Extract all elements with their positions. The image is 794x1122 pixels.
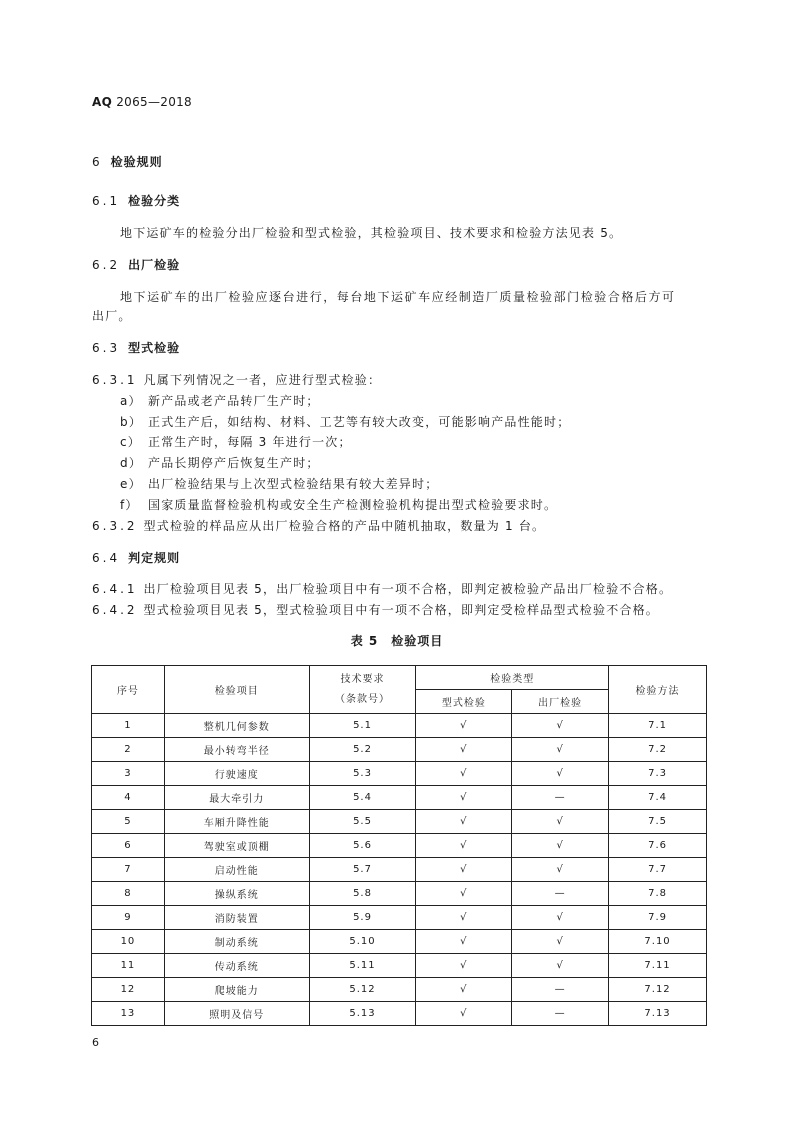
cell-item: 启动性能 (164, 858, 309, 882)
header-factory-test: 出厂检验 (512, 690, 609, 714)
table-row (92, 786, 707, 810)
cell-factory-test: √ (512, 930, 609, 954)
cell-seq: 11 (92, 954, 165, 978)
cell-seq: 3 (92, 762, 165, 786)
table-row (92, 906, 707, 930)
cell-item: 驾驶室或顶棚 (164, 834, 309, 858)
cell-item: 最小转弯半径 (164, 738, 309, 762)
cell-factory-test: — (512, 978, 609, 1002)
cell-factory-test: √ (512, 906, 609, 930)
inspection-items-table (91, 665, 707, 1026)
standard-prefix: AQ (92, 95, 113, 109)
cell-method: 7.9 (609, 906, 707, 930)
list-item: c） 正常生产时，每隔 3 年进行一次； (120, 435, 352, 449)
cell-seq: 13 (92, 1002, 165, 1026)
cell-requirement: 5.2 (309, 738, 416, 762)
cell-factory-test: — (512, 786, 609, 810)
cell-type-test: √ (416, 930, 512, 954)
section-6-2-text-line1: 地下运矿车的出厂检验应逐台进行，每台地下运矿车应经制造厂质量检验部门检验合格后方可 (120, 290, 676, 304)
table-row (92, 978, 707, 1002)
cell-requirement: 5.10 (309, 930, 416, 954)
cell-requirement: 5.1 (309, 714, 416, 738)
cell-factory-test: √ (512, 714, 609, 738)
table-row (92, 858, 707, 882)
standard-code (92, 95, 192, 109)
cell-item: 行驶速度 (164, 762, 309, 786)
table-row (92, 954, 707, 978)
table-row (92, 882, 707, 906)
table-row (92, 810, 707, 834)
cell-type-test: √ (416, 1002, 512, 1026)
cell-method: 7.3 (609, 762, 707, 786)
cell-item: 整机几何参数 (164, 714, 309, 738)
table-row (92, 738, 707, 762)
cell-seq: 5 (92, 810, 165, 834)
cell-type-test: √ (416, 810, 512, 834)
cell-item: 操纵系统 (164, 882, 309, 906)
cell-seq: 12 (92, 978, 165, 1002)
cell-factory-test: √ (512, 858, 609, 882)
cell-requirement: 5.13 (309, 1002, 416, 1026)
cell-type-test: √ (416, 738, 512, 762)
cell-method: 7.6 (609, 834, 707, 858)
cell-type-test: √ (416, 882, 512, 906)
cell-item: 最大牵引力 (164, 786, 309, 810)
cell-requirement: 5.8 (309, 882, 416, 906)
section-6-4-heading: 6.4 判定规则 (92, 551, 181, 565)
list-item: b） 正式生产后，如结构、材料、工艺等有较大改变，可能影响产品性能时； (120, 415, 571, 429)
clause-6-3-1: 6.3.1 凡属下列情况之一者，应进行型式检验： (92, 373, 382, 387)
header-item: 检验项目 (164, 666, 309, 714)
cell-factory-test: — (512, 882, 609, 906)
cell-factory-test: √ (512, 954, 609, 978)
cell-seq: 8 (92, 882, 165, 906)
cell-seq: 10 (92, 930, 165, 954)
list-item: f） 国家质量监督检验机构或安全生产检测检验机构提出型式检验要求时。 (120, 498, 558, 512)
cell-factory-test: √ (512, 738, 609, 762)
cell-method: 7.2 (609, 738, 707, 762)
cell-item: 制动系统 (164, 930, 309, 954)
cell-requirement: 5.11 (309, 954, 416, 978)
cell-requirement: 5.12 (309, 978, 416, 1002)
header-requirement: 技术要求 （条款号） (309, 666, 416, 714)
cell-method: 7.12 (609, 978, 707, 1002)
cell-item: 照明及信号 (164, 1002, 309, 1026)
cell-type-test: √ (416, 762, 512, 786)
clause-6-4-2: 6.4.2 型式检验项目见表 5，型式检验项目中有一项不合格，即判定受检样品型式检验不合格。 (92, 603, 659, 617)
cell-method: 7.13 (609, 1002, 707, 1026)
cell-seq: 1 (92, 714, 165, 738)
header-type-test: 型式检验 (416, 690, 512, 714)
section-6-heading: 6 检验规则 (92, 155, 163, 169)
cell-factory-test: √ (512, 834, 609, 858)
section-6-3-heading: 6.3 型式检验 (92, 341, 181, 355)
cell-item: 传动系统 (164, 954, 309, 978)
list-item: a） 新产品或老产品转厂生产时； (120, 394, 320, 408)
header-seq: 序号 (92, 666, 165, 714)
cell-seq: 9 (92, 906, 165, 930)
cell-type-test: √ (416, 714, 512, 738)
cell-seq: 2 (92, 738, 165, 762)
table-row (92, 930, 707, 954)
clause-6-3-2: 6.3.2 型式检验的样品应从出厂检验合格的产品中随机抽取，数量为 1 台。 (92, 519, 546, 533)
table-row (92, 1002, 707, 1026)
cell-seq: 7 (92, 858, 165, 882)
table-row (92, 762, 707, 786)
cell-requirement: 5.7 (309, 858, 416, 882)
cell-factory-test: √ (512, 762, 609, 786)
table-row (92, 714, 707, 738)
standard-number: 2065—2018 (116, 95, 192, 109)
cell-seq: 4 (92, 786, 165, 810)
clause-6-4-1: 6.4.1 出厂检验项目见表 5，出厂检验项目中有一项不合格，即判定被检验产品出厂检验不合格。 (92, 582, 673, 596)
list-item: e） 出厂检验结果与上次型式检验结果有较大差异时； (120, 477, 439, 491)
header-method: 检验方法 (609, 666, 707, 714)
cell-method: 7.11 (609, 954, 707, 978)
cell-method: 7.1 (609, 714, 707, 738)
cell-method: 7.10 (609, 930, 707, 954)
cell-requirement: 5.6 (309, 834, 416, 858)
cell-requirement: 5.4 (309, 786, 416, 810)
table-caption: 表 5 检验项目 (350, 634, 444, 648)
cell-type-test: √ (416, 978, 512, 1002)
cell-factory-test: √ (512, 810, 609, 834)
cell-requirement: 5.3 (309, 762, 416, 786)
cell-type-test: √ (416, 786, 512, 810)
cell-item: 爬坡能力 (164, 978, 309, 1002)
cell-method: 7.7 (609, 858, 707, 882)
section-6-2-text-line2: 出厂。 (92, 309, 132, 323)
cell-method: 7.5 (609, 810, 707, 834)
header-test-type: 检验类型 (416, 666, 609, 690)
cell-seq: 6 (92, 834, 165, 858)
cell-type-test: √ (416, 954, 512, 978)
cell-item: 车厢升降性能 (164, 810, 309, 834)
cell-type-test: √ (416, 858, 512, 882)
cell-type-test: √ (416, 906, 512, 930)
list-item: d） 产品长期停产后恢复生产时； (120, 456, 320, 470)
table-row (92, 834, 707, 858)
cell-factory-test: — (512, 1002, 609, 1026)
cell-method: 7.4 (609, 786, 707, 810)
page-number: 6 (92, 1036, 99, 1049)
cell-method: 7.8 (609, 882, 707, 906)
cell-type-test: √ (416, 834, 512, 858)
section-6-2-heading: 6.2 出厂检验 (92, 258, 181, 272)
cell-requirement: 5.9 (309, 906, 416, 930)
section-6-1-text: 地下运矿车的检验分出厂检验和型式检验，其检验项目、技术要求和检验方法见表 5。 (120, 226, 623, 240)
cell-requirement: 5.5 (309, 810, 416, 834)
section-6-1-heading: 6.1 检验分类 (92, 194, 181, 208)
cell-item: 消防装置 (164, 906, 309, 930)
